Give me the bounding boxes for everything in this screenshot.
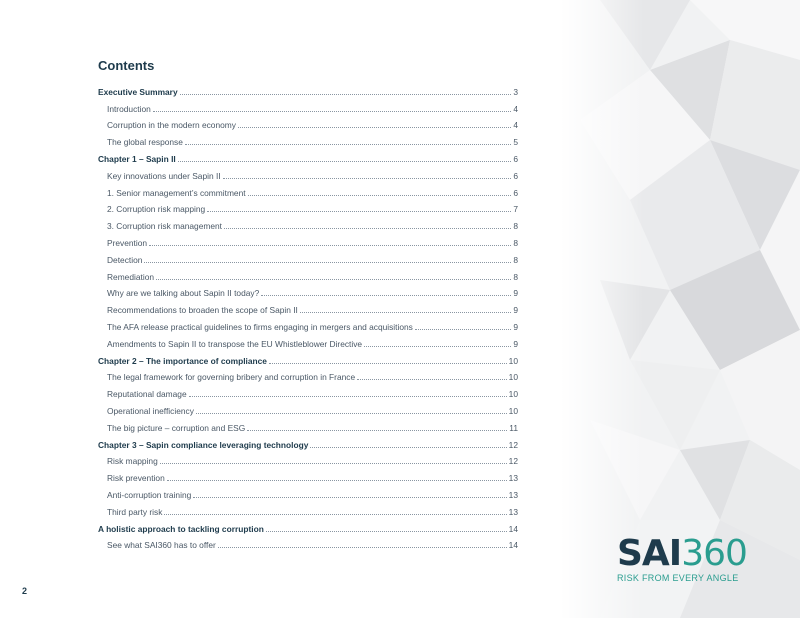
toc-entry-page: 13 xyxy=(508,473,518,484)
toc-entry[interactable] xyxy=(98,433,518,450)
toc-entry-label: Why are we talking about Sapin II today? xyxy=(107,288,260,299)
toc-dot-leader xyxy=(156,278,511,280)
toc-dot-leader xyxy=(261,294,511,296)
toc-entry[interactable] xyxy=(98,517,518,534)
toc-entry-page: 9 xyxy=(513,305,518,316)
toc-entry-page: 4 xyxy=(513,120,518,131)
toc-entry[interactable] xyxy=(98,332,518,349)
toc-entry-page: 10 xyxy=(508,389,518,400)
toc-dot-leader xyxy=(164,513,506,515)
toc-dot-leader xyxy=(193,496,506,498)
logo-360: 360 xyxy=(681,533,747,574)
toc-entry-label: Reputational damage xyxy=(107,389,187,400)
toc-entry-label: Detection xyxy=(107,254,143,265)
toc-entry-label: 2. Corruption risk mapping xyxy=(107,204,206,215)
toc-dot-leader xyxy=(415,328,511,330)
toc-dot-leader xyxy=(144,261,511,263)
sai360-logo xyxy=(617,535,777,583)
toc-entry-label: Amendments to Sapin II to transpose the EU Whistleblower Directive xyxy=(107,338,363,349)
toc-entry-label: Operational inefficiency xyxy=(107,405,194,416)
toc-dot-leader xyxy=(185,143,511,145)
toc-entry[interactable] xyxy=(98,349,518,366)
toc-entry[interactable] xyxy=(98,130,518,147)
toc-entry-label: Corruption in the modern economy xyxy=(107,120,236,131)
toc-dot-leader xyxy=(266,530,507,532)
logo-wordmark xyxy=(617,535,777,573)
toc-dot-leader xyxy=(248,194,512,196)
toc-list xyxy=(98,80,518,550)
toc-dot-leader xyxy=(247,429,507,431)
toc-entry[interactable] xyxy=(98,282,518,299)
page-number: 2 xyxy=(22,586,28,596)
contents-title: Contents xyxy=(98,58,155,73)
toc-entry-page: 8 xyxy=(513,221,518,232)
toc-entry-label: Remediation xyxy=(107,271,155,282)
toc-entry[interactable] xyxy=(98,399,518,416)
toc-entry-page: 13 xyxy=(508,489,518,500)
toc-entry[interactable] xyxy=(98,500,518,517)
toc-entry-label: The legal framework for governing bribery and corruption in France xyxy=(107,372,356,383)
toc-entry-page: 5 xyxy=(513,137,518,148)
toc-entry[interactable] xyxy=(98,382,518,399)
toc-entry[interactable] xyxy=(98,315,518,332)
toc-dot-leader xyxy=(238,126,511,128)
toc-dot-leader xyxy=(224,227,511,229)
toc-entry-label: See what SAI360 has to offer xyxy=(107,540,216,551)
table-of-contents xyxy=(98,58,518,550)
toc-entry-page: 8 xyxy=(513,237,518,248)
toc-entry-page: 13 xyxy=(508,506,518,517)
toc-entry-label: A holistic approach to tackling corruption xyxy=(98,523,264,534)
toc-entry-label: The big picture – corruption and ESG xyxy=(107,422,246,433)
toc-entry-page: 12 xyxy=(508,439,518,450)
toc-entry[interactable] xyxy=(98,147,518,164)
toc-entry-page: 10 xyxy=(508,405,518,416)
toc-entry-page: 10 xyxy=(508,355,518,366)
toc-dot-leader xyxy=(180,93,512,95)
toc-entry[interactable] xyxy=(98,466,518,483)
toc-entry-label: Introduction xyxy=(107,103,151,114)
toc-entry-page: 4 xyxy=(513,103,518,114)
toc-dot-leader xyxy=(196,412,507,414)
toc-dot-leader xyxy=(364,345,511,347)
toc-entry-label: 1. Senior management’s commitment xyxy=(107,187,246,198)
toc-entry-label: Executive Summary xyxy=(98,86,178,97)
toc-entry-page: 8 xyxy=(513,254,518,265)
toc-entry-label: 3. Corruption risk management xyxy=(107,221,222,232)
toc-dot-leader xyxy=(178,160,512,162)
toc-entry-label: Chapter 2 – The importance of compliance xyxy=(98,355,267,366)
toc-dot-leader xyxy=(153,110,512,112)
toc-dot-leader xyxy=(160,462,507,464)
toc-entry[interactable] xyxy=(98,298,518,315)
toc-entry[interactable] xyxy=(98,231,518,248)
toc-entry-page: 11 xyxy=(509,422,518,433)
toc-entry[interactable] xyxy=(98,265,518,282)
toc-dot-leader xyxy=(357,378,507,380)
toc-entry-label: The AFA release practical guidelines to firms engaging in mergers and acquisitions xyxy=(107,321,413,332)
toc-entry[interactable] xyxy=(98,114,518,131)
toc-entry-page: 7 xyxy=(513,204,518,215)
toc-entry-label: Chapter 3 – Sapin compliance leveraging technology xyxy=(98,439,309,450)
toc-dot-leader xyxy=(218,546,507,548)
toc-entry-page: 3 xyxy=(513,86,518,97)
toc-entry[interactable] xyxy=(98,366,518,383)
toc-dot-leader xyxy=(207,210,511,212)
toc-dot-leader xyxy=(167,479,507,481)
geometric-background xyxy=(560,0,800,618)
toc-dot-leader xyxy=(300,311,511,313)
toc-entry-page: 8 xyxy=(513,271,518,282)
toc-dot-leader xyxy=(310,446,506,448)
toc-entry-page: 14 xyxy=(508,540,518,551)
toc-entry-label: The global response xyxy=(107,137,183,148)
toc-entry-page: 9 xyxy=(513,338,518,349)
toc-dot-leader xyxy=(223,177,512,179)
toc-entry-label: Key innovations under Sapin II xyxy=(107,170,221,181)
toc-entry[interactable] xyxy=(98,97,518,114)
toc-entry-label: Anti-corruption training xyxy=(107,489,192,500)
toc-entry[interactable] xyxy=(98,534,518,551)
toc-entry[interactable] xyxy=(98,450,518,467)
logo-sai: SAI xyxy=(617,533,682,574)
toc-entry[interactable] xyxy=(98,80,518,97)
logo-tagline: RISK FROM EVERY ANGLE xyxy=(617,573,739,583)
toc-entry-label: Risk prevention xyxy=(107,473,165,484)
toc-entry-label: Risk mapping xyxy=(107,456,158,467)
toc-entry-page: 9 xyxy=(513,321,518,332)
toc-entry[interactable] xyxy=(98,483,518,500)
toc-entry[interactable] xyxy=(98,164,518,181)
toc-entry[interactable] xyxy=(98,416,518,433)
toc-entry-label: Recommendations to broaden the scope of Sapin II xyxy=(107,305,298,316)
toc-entry[interactable] xyxy=(98,198,518,215)
toc-entry[interactable] xyxy=(98,214,518,231)
toc-entry-page: 12 xyxy=(508,456,518,467)
toc-entry-page: 6 xyxy=(513,170,518,181)
toc-entry-page: 6 xyxy=(513,187,518,198)
toc-entry-page: 6 xyxy=(513,153,518,164)
toc-dot-leader xyxy=(269,362,507,364)
toc-dot-leader xyxy=(189,395,507,397)
toc-entry[interactable] xyxy=(98,181,518,198)
toc-entry[interactable] xyxy=(98,248,518,265)
toc-entry-label: Third party risk xyxy=(107,506,163,517)
toc-entry-label: Prevention xyxy=(107,237,148,248)
toc-entry-page: 10 xyxy=(508,372,518,383)
toc-dot-leader xyxy=(149,244,511,246)
toc-entry-page: 9 xyxy=(513,288,518,299)
toc-entry-label: Chapter 1 – Sapin II xyxy=(98,153,176,164)
toc-entry-page: 14 xyxy=(508,523,518,534)
